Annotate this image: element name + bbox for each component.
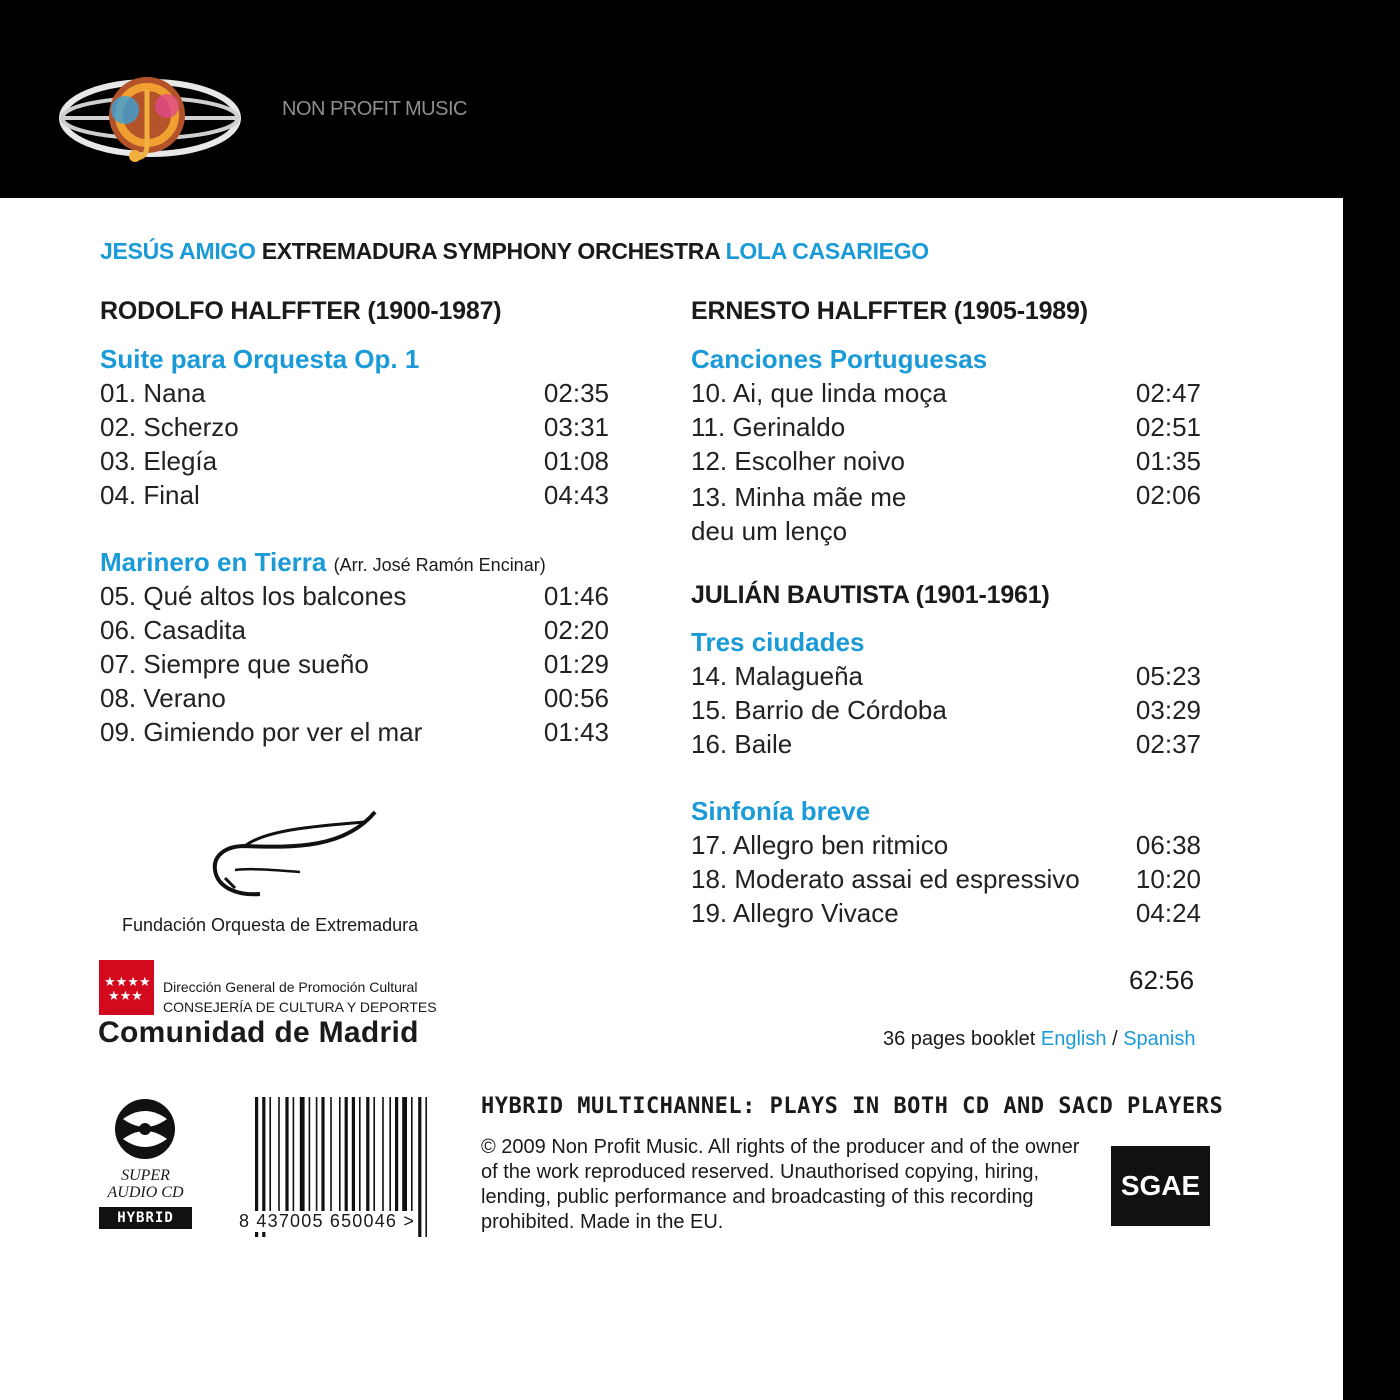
track-row (691, 830, 1201, 864)
track-row (691, 729, 1201, 763)
track-title: 14. Malagueña (691, 661, 864, 691)
track-title (691, 480, 906, 548)
track-title: 05. Qué altos los balcones (100, 581, 407, 611)
track-duration: 04:24 (1135, 898, 1201, 928)
track-duration: 01:43 (543, 717, 609, 747)
track-row (100, 480, 609, 514)
right-edge-band (1343, 198, 1400, 1400)
non-profit-music-logo-icon (55, 70, 245, 170)
foundation-name: Fundación Orquesta de Extremadura (122, 915, 419, 935)
hybrid-multichannel-notice: HYBRID MULTICHANNEL: PLAYS IN BOTH CD AND SACD PLAYERS (481, 1094, 1224, 1119)
track-duration: 01:46 (543, 581, 609, 611)
track-row (691, 480, 1201, 548)
madrid-flag-icon (99, 960, 154, 1015)
track-title: 09. Gimiendo por ver el mar (100, 717, 423, 747)
track-title: 12. Escolher noivo (691, 446, 905, 476)
conductor-name: JESÚS AMIGO (100, 238, 256, 264)
track-title: 17. Allegro ben ritmico (691, 830, 949, 860)
work-title: Canciones Portuguesas (691, 344, 988, 374)
work-title: Sinfonía breve (691, 796, 871, 826)
sacd-line1: SUPER (121, 1167, 170, 1184)
composer-heading: JULIÁN BAUTISTA (1901-1961) (691, 581, 1050, 609)
track-title: 10. Ai, que linda moça (691, 378, 947, 408)
track-duration: 02:51 (1135, 412, 1201, 442)
track-duration: 02:06 (1135, 480, 1201, 510)
track-title-line1: 13. Minha mãe me (691, 482, 907, 512)
work-title: Tres ciudades (691, 627, 865, 657)
track-row (691, 412, 1201, 446)
track-title: 19. Allegro Vivace (691, 898, 899, 928)
track-duration: 02:37 (1135, 729, 1201, 759)
track-duration: 06:38 (1135, 830, 1201, 860)
track-row (100, 615, 609, 649)
track-row (691, 864, 1201, 898)
track-title: 03. Elegía (100, 446, 218, 476)
track-row (691, 446, 1201, 480)
track-row (100, 717, 609, 751)
track-row (100, 581, 609, 615)
track-duration: 00:56 (543, 683, 609, 713)
work-title-text: Marinero en Tierra (100, 547, 327, 577)
track-title: 07. Siempre que sueño (100, 649, 369, 679)
track-duration: 02:20 (543, 615, 609, 645)
track-duration: 02:47 (1135, 378, 1201, 408)
track-title: 11. Gerinaldo (691, 412, 846, 442)
sacd-hybrid-badge: HYBRID (99, 1207, 192, 1229)
svg-text:★★★: ★★★ (108, 989, 143, 1004)
barcode-number: 8 437005 650046 > (239, 1211, 416, 1231)
work-title (100, 547, 546, 578)
track-row (691, 695, 1201, 729)
track-duration: 04:43 (543, 480, 609, 510)
artists-line (100, 238, 929, 265)
composer-heading: ERNESTO HALFFTER (1905-1989) (691, 297, 1088, 325)
track-row (100, 649, 609, 683)
track-row (691, 661, 1201, 695)
orchestra-name: EXTREMADURA SYMPHONY ORCHESTRA (261, 238, 720, 264)
track-row (100, 412, 609, 446)
track-row (691, 898, 1201, 932)
track-title: 01. Nana (100, 378, 206, 408)
sgae-logo: SGAE (1111, 1146, 1210, 1226)
track-row (100, 378, 609, 412)
track-row (100, 446, 609, 480)
track-duration: 01:35 (1135, 446, 1201, 476)
track-title: 02. Scherzo (100, 412, 239, 442)
arranger-credit: (Arr. José Ramón Encinar) (333, 555, 546, 575)
track-title: 06. Casadita (100, 615, 246, 645)
madrid-ministry-line: CONSEJERÍA DE CULTURA Y DEPORTES (163, 999, 437, 1015)
track-duration: 10:20 (1135, 864, 1201, 894)
track-title: 15. Barrio de Córdoba (691, 695, 947, 725)
sacd-line2: AUDIO CD (107, 1184, 184, 1201)
foundation-logo-icon (205, 808, 380, 908)
track-duration: 02:35 (543, 378, 609, 408)
soloist-name: LOLA CASARIEGO (725, 238, 929, 264)
track-title: 08. Verano (100, 683, 226, 713)
booklet-lang-english: English (1040, 1028, 1107, 1050)
track-duration: 03:31 (543, 412, 609, 442)
booklet-lang-spanish: Spanish (1123, 1028, 1196, 1050)
track-duration: 01:29 (543, 649, 609, 679)
track-title: 16. Baile (691, 729, 793, 759)
track-duration: 01:08 (543, 446, 609, 476)
sacd-logo (99, 1097, 192, 1235)
madrid-title: Comunidad de Madrid (98, 1016, 419, 1049)
sacd-disc-icon (99, 1097, 192, 1162)
booklet-prefix: 36 pages booklet (883, 1028, 1036, 1050)
work-title: Suite para Orquesta Op. 1 (100, 344, 420, 374)
track-title-line2: deu um lenço (691, 516, 848, 546)
madrid-department-line: Dirección General de Promoción Cultural (163, 979, 418, 995)
track-row (100, 683, 609, 717)
booklet-separator: / (1112, 1028, 1118, 1050)
label-name: NON PROFIT MUSIC (282, 98, 467, 120)
total-time: 62:56 (1129, 965, 1195, 995)
track-title: 18. Moderato assai ed espressivo (691, 864, 1080, 894)
booklet-info (883, 1028, 1195, 1051)
svg-text:★★★★: ★★★★ (104, 975, 151, 990)
track-duration: 03:29 (1135, 695, 1201, 725)
composer-heading: RODOLFO HALFFTER (1900-1987) (100, 297, 502, 325)
track-row (691, 378, 1201, 412)
copyright-notice: © 2009 Non Profit Music. All rights of the producer and of the owner of the work reproduced reserved. Unauthorised copying, hiring, lending, public performance and broadcasting of this recording prohibited. Made in the EU. (481, 1136, 1080, 1233)
track-title: 04. Final (100, 480, 200, 510)
track-duration: 05:23 (1135, 661, 1201, 691)
